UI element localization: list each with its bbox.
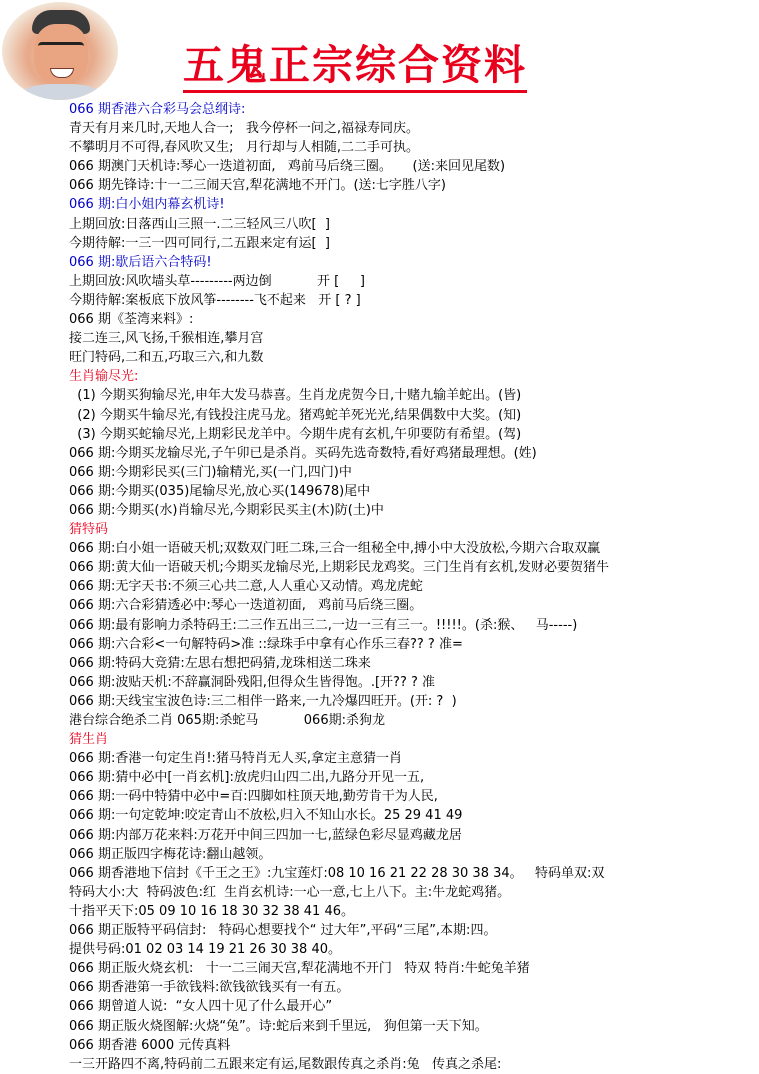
text-line: 066 期:今期买龙输尽光,子午卯已是杀肖。买码先选奇数特,看好鸡猪最理想。(姓) bbox=[69, 445, 537, 461]
text-line: 066 期香港 6000 元传真料 bbox=[69, 1037, 231, 1053]
avatar bbox=[2, 2, 118, 100]
text-line: 066 期:今期买(035)尾输尽光,放心买(149678)尾中 bbox=[69, 483, 371, 499]
text-line: 今期待解:案板底下放风筝--------飞不起来 开 [ ? ] bbox=[69, 292, 361, 308]
text-line: 十指平天下:05 09 10 16 18 30 32 38 41 46。 bbox=[69, 903, 354, 919]
page-title: 五鬼正宗综合资料 bbox=[183, 40, 527, 93]
text-line: 066 期:今期彩民买(三门)输精光,买(一门,四门)中 bbox=[69, 464, 352, 480]
text-line: (1) 今期买狗输尽光,申年大发马恭喜。生肖龙虎贺今日,十赌九输羊蛇出。(皆) bbox=[69, 388, 522, 404]
text-line: 青天有月来几时,天地人合一; 我今停杯一问之,福禄寿同庆。 bbox=[69, 121, 420, 137]
text-line: 提供号码:01 02 03 14 19 21 26 30 38 40。 bbox=[69, 942, 341, 958]
text-line: 066 期:猜中必中[一肖玄机]:放虎归山四二出,九路分开见一五, bbox=[69, 770, 425, 786]
text-line: 接二连三,风飞扬,千猴相连,攀月宫 bbox=[69, 331, 264, 347]
text-line: 上期回放:风吹墙头草---------两边倒 开 [ ] bbox=[69, 273, 365, 289]
section-heading: 066 期:白小姐内幕玄机诗! bbox=[69, 197, 225, 213]
text-line: 066 期:内部万花来料:万花开中间三四加一七,蓝绿色彩尽显鸡藏龙居 bbox=[69, 827, 462, 843]
text-line: 066 期先锋诗:十一二三闹天宫,犁花满地不开门。(送:七字胜八字) bbox=[69, 178, 446, 194]
content-body bbox=[69, 100, 759, 1074]
text-line: 特码大小:大 特码波色:红 生肖玄机诗:一心一意,七上八下。主:牛龙蛇鸡猪。 bbox=[69, 884, 511, 900]
text-line: 不攀明月不可得,春风吹又生; 月行却与人相随,二二手可执。 bbox=[69, 140, 420, 156]
text-line: 066 期香港第一手欲钱料:欲钱欲钱买有一有五。 bbox=[69, 980, 350, 996]
text-line: 066 期《荃湾来料》: bbox=[69, 312, 194, 328]
text-line: 066 期:香港一句定生肖!:猪马特肖无人买,拿定主意猜一肖 bbox=[69, 751, 403, 767]
text-line: 066 期:白小姐一语破天机;双数双门旺二珠,三合一组秘全中,搏小中大没放松,今期六合取双赢 bbox=[69, 541, 601, 557]
text-line: (3) 今期买蛇输尽光,上期彩民龙羊中。今期牛虎有玄机,午卯要防有希望。(驾) bbox=[69, 426, 522, 442]
text-line: 066 期正版火烧图解:火烧“兔”。诗:蛇后来到千里远, 狗但第一天下知。 bbox=[69, 1018, 488, 1034]
text-line: 港台综合绝杀二肖 065期:杀蛇马 066期:杀狗龙 bbox=[69, 713, 385, 728]
text-line: 066 期:无字天书:不须三心共二意,人人重心又动情。鸡龙虎蛇 bbox=[69, 579, 423, 595]
section-heading: 066 期:歇后语六合特码! bbox=[69, 254, 212, 270]
text-line: 066 期:波贴天机:不辞赢洞卧残阳,但得众生皆得饱。.[开?? ? 准 bbox=[69, 674, 436, 690]
avatar-glasses bbox=[38, 42, 84, 55]
avatar-shirt bbox=[24, 84, 98, 100]
text-line: 旺门特码,二和五,巧取三六,和九数 bbox=[69, 350, 264, 366]
section-heading: 生肖输尽光: bbox=[69, 369, 139, 385]
text-line: 066 期澳门天机诗:琴心一迭道初面, 鸡前马后绕三圈。 (送:来回见尾数) bbox=[69, 159, 506, 175]
text-line: 066 期正版四字梅花诗:翻山越领。 bbox=[69, 846, 272, 862]
text-line: 066 期:一句定乾坤:咬定青山不放松,归入不知山水长。25 29 41 49 bbox=[69, 808, 463, 824]
section-heading: 猜特码 bbox=[69, 522, 109, 538]
text-line: 066 期正版特平码信封: 特码心想要找个“ 过大年”,平码“三尾”,本期:四。 bbox=[69, 923, 497, 939]
text-line: 066 期:一码中特猜中必中=百:四脚如柱顶天地,勤劳肯干为人民, bbox=[69, 789, 438, 805]
text-line: 今期待解:一三一四可同行,二五跟来定有运[ ] bbox=[69, 235, 330, 251]
text-line: 066 期:天线宝宝波色诗:三二相伴一路来,一九冷爆四旺开。(开: ? ) bbox=[69, 693, 457, 709]
text-line: 066 期:六合彩<一句解特码>准 ::绿珠手中拿有心作乐三春?? ? 准= bbox=[69, 636, 463, 652]
text-line: 066 期曾道人说: “女人四十见了什么最开心” bbox=[69, 999, 333, 1015]
text-line: 066 期:黄大仙一语破天机;今期买龙输尽光,上期彩民龙鸡奖。三门生肖有玄机,发财必要贺猪牛 bbox=[69, 560, 609, 576]
text-line: 066 期香港六合彩马会总纲诗: bbox=[69, 102, 246, 117]
text-line: 066 期正版火烧玄机: 十一二三闹天宫,犁花满地不开门 特双 特肖:牛蛇兔羊猪 bbox=[69, 961, 530, 977]
text-line: 上期回放:日落西山三照一.二三轻风三八吹[ ] bbox=[69, 216, 330, 232]
text-line: 066 期香港地下信封《千王之王》:九宝莲灯:08 10 16 21 22 28 30 38 34。 特码单双:双 bbox=[69, 865, 605, 881]
text-line: 066 期:最有影响力杀特码王:二三作五出三二,一边一三有三一。!!!!!。(杀:猴、 马-----) bbox=[69, 617, 578, 633]
text-line: (2) 今期买牛输尽光,有钱投注虎马龙。猪鸡蛇羊死光光,结果偶数中大奖。(知) bbox=[69, 407, 522, 423]
section-heading: 猜生肖 bbox=[69, 732, 109, 748]
text-line: 066 期:今期买(水)肖输尽光,今期彩民买主(木)防(土)中 bbox=[69, 502, 384, 518]
text-line: 066 期:特码大竞猜:左思右想把码猜,龙珠相送二珠来 bbox=[69, 655, 371, 671]
text-line: 066 期:六合彩猜透必中:琴心一迭道初面, 鸡前马后绕三圈。 bbox=[69, 598, 423, 614]
text-line: 一三开路四不离,特码前二五跟来定有运,尾数跟传真之杀肖:兔 传真之杀尾: bbox=[69, 1056, 502, 1072]
